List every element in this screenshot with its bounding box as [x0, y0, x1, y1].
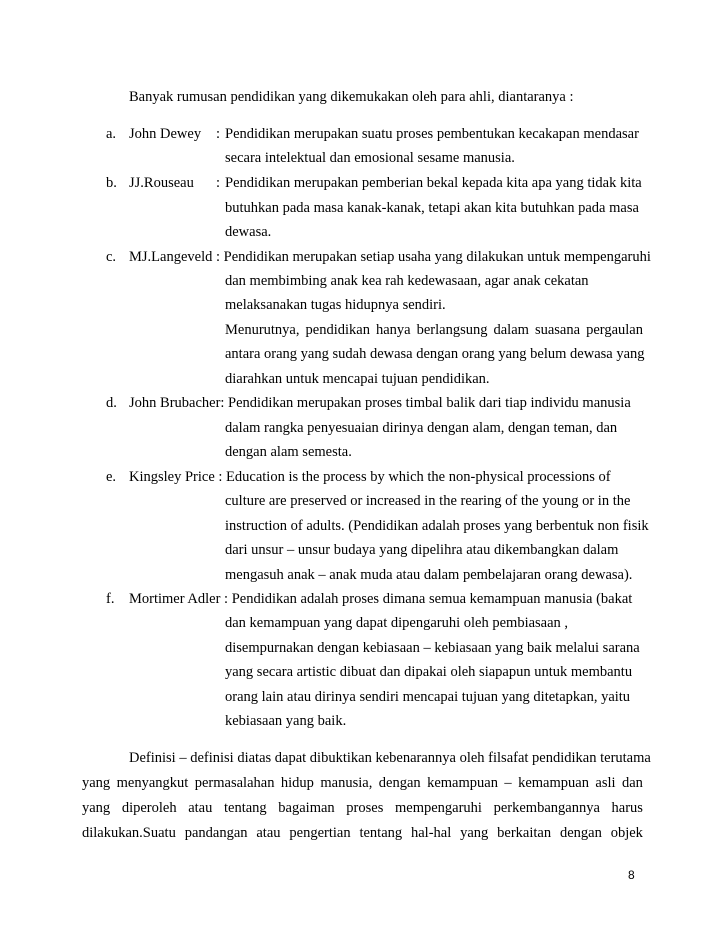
- word: hidup: [280, 775, 314, 791]
- word: kemampuan: [518, 775, 589, 791]
- justified-line: [82, 774, 643, 792]
- list-marker-e: e.: [106, 469, 117, 485]
- word: pandangan: [184, 825, 248, 841]
- justified-line: [82, 799, 643, 817]
- definition-line: Pendidikan merupakan suatu proses pembentukan kecakapan mendasar: [225, 126, 639, 142]
- word: hal-hal: [411, 825, 452, 841]
- definition-line: disempurnakan dengan kebiasaan – kebiasaan yang baik melalui sarana: [225, 640, 640, 656]
- justified-line: [82, 824, 643, 842]
- definition-line: secara intelektual dan emosional sesame manusia.: [225, 150, 515, 166]
- definition-line: diarahkan untuk mencapai tujuan pendidikan.: [225, 371, 490, 387]
- word: objek: [610, 825, 643, 841]
- expert-name-rouseau: JJ.Rouseau: [129, 175, 194, 191]
- word: pergaulan: [586, 322, 643, 338]
- word: dalam: [493, 322, 529, 338]
- definition-line: dalam rangka penyesuaian dirinya dengan alam, dengan teman, dan: [225, 420, 618, 436]
- justified-line: [225, 321, 643, 339]
- word: berlangsung: [416, 322, 488, 338]
- list-marker-c: c.: [106, 249, 117, 265]
- word: dilakukan.Suatu: [82, 825, 176, 841]
- word: manusia,: [320, 775, 373, 791]
- word: yang: [460, 825, 489, 841]
- paragraph-line: Definisi – definisi diatas dapat dibuktikan kebenarannya oleh filsafat pendidikan terutama: [129, 750, 651, 766]
- list-marker-a: a.: [106, 126, 117, 142]
- word: harus: [611, 800, 643, 816]
- word: kemampuan: [427, 775, 498, 791]
- word: hanya: [375, 322, 411, 338]
- word: atau: [256, 825, 281, 841]
- definition-line: melaksanakan tugas hidupnya sendiri.: [225, 297, 446, 313]
- definition-head-langeveld: MJ.Langeveld : Pendidikan merupakan setiap usaha yang dilakukan untuk mempengaruhi: [129, 249, 651, 265]
- word: atau: [188, 800, 213, 816]
- word: suasana: [534, 322, 581, 338]
- word: yang: [82, 775, 111, 791]
- intro-line: Banyak rumusan pendidikan yang dikemukakan oleh para ahli, diantaranya :: [129, 89, 574, 105]
- word: tentang: [359, 825, 403, 841]
- definition-line: dari unsur – unsur budaya yang dipelihra atau dikembangkan dalam: [225, 542, 619, 558]
- word: menyangkut: [116, 775, 189, 791]
- list-marker-b: b.: [106, 175, 117, 191]
- word: dengan: [378, 775, 421, 791]
- definition-line: dan membimbing anak kea rah kedewasaan, agar anak cekatan: [225, 273, 589, 289]
- word: mempengaruhi: [394, 800, 482, 816]
- separator-colon: :: [216, 126, 221, 142]
- expert-name-dewey: John Dewey: [129, 126, 202, 142]
- word: dan: [621, 775, 643, 791]
- word: tentang: [223, 800, 267, 816]
- definition-line: mengasuh anak – anak muda atau dalam pembelajaran orang dewasa).: [225, 567, 633, 583]
- definition-line: dewasa.: [225, 224, 272, 240]
- definition-line: orang lain atau dirinya sendiri mencapai tujuan yang ditetapkan, yaitu: [225, 689, 631, 705]
- word: asli: [595, 775, 616, 791]
- definition-line: instruction of adults. (Pendidikan adalah proses yang berbentuk non fisik: [225, 518, 649, 534]
- separator-colon: :: [216, 175, 221, 191]
- definition-line: antara orang yang sudah dewasa dengan orang yang belum dewasa yang: [225, 346, 645, 362]
- page-number: 8: [628, 868, 635, 882]
- definition-line: dengan alam semesta.: [225, 444, 352, 460]
- definition-line: yang secara artistic dibuat dan dipakai oleh siapapun untuk membantu: [225, 664, 633, 680]
- word: pendidikan: [305, 322, 370, 338]
- word: permasalahan: [194, 775, 275, 791]
- list-marker-d: d.: [106, 395, 117, 411]
- word: pengertian: [289, 825, 351, 841]
- word: yang: [82, 800, 111, 816]
- list-marker-f: f.: [106, 591, 115, 607]
- word: proses: [346, 800, 384, 816]
- definition-line: Pendidikan merupakan pemberian bekal kepada kita apa yang tidak kita: [225, 175, 642, 191]
- definition-head-brubacher: John Brubacher: Pendidikan merupakan proses timbal balik dari tiap individu manusia: [129, 395, 631, 411]
- word: Menurutnya,: [225, 322, 300, 338]
- definition-line: kebiasaan yang baik.: [225, 713, 347, 729]
- definition-line: culture are preserved or increased in the rearing of the young or in the: [225, 493, 631, 509]
- definition-head-price: Kingsley Price : Education is the process by which the non-physical processions of: [129, 469, 611, 485]
- word: perkembangannya: [493, 800, 600, 816]
- definition-head-adler: Mortimer Adler : Pendidikan adalah proses dimana semua kemampuan manusia (bakat: [129, 591, 633, 607]
- definition-line: dan kemampuan yang dapat dipengaruhi oleh pembiasaan ,: [225, 615, 569, 631]
- word: dengan: [559, 825, 602, 841]
- word: bagaiman: [278, 800, 335, 816]
- word: –: [504, 775, 512, 791]
- word: berkaitan: [497, 825, 552, 841]
- word: diperoleh: [121, 800, 177, 816]
- definition-line: butuhkan pada masa kanak-kanak, tetapi akan kita butuhkan pada masa: [225, 200, 639, 216]
